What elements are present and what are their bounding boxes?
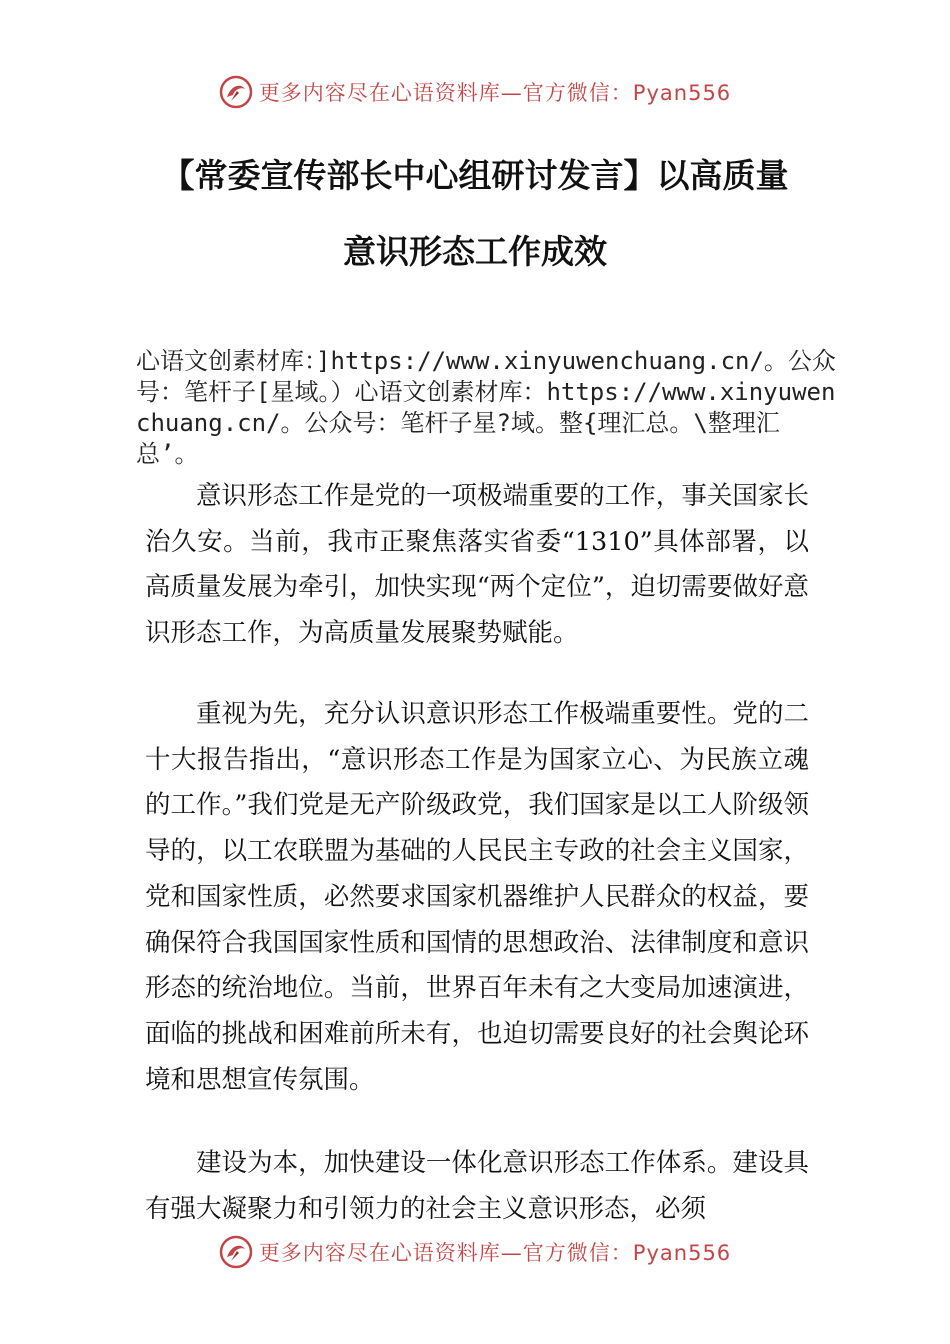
footer-banner-text: 更多内容尽在心语资料库—官方微信：Pyan556 bbox=[258, 1241, 732, 1265]
swirl-logo-icon bbox=[219, 75, 253, 109]
paragraph: 建设为本，加快建设一体化意识形态工作体系。建设具有强大凝聚力和引领力的社会主义意识形态，必须 bbox=[145, 1148, 809, 1224]
header-banner bbox=[0, 72, 950, 112]
paragraph: 意识形态工作是党的一项极端重要的工作，事关国家长治久安。当前，我市正聚焦落实省委“1310”具体部署，以高质量发展为牵引，加快实现“两个定位”，迫切需要做好意识形态工作，为高质量发展聚势赋能。 bbox=[145, 481, 809, 649]
header-banner-text: 更多内容尽在心语资料库—官方微信：Pyan556 bbox=[258, 81, 732, 105]
paragraph: 重视为先，充分认识意识形态工作极端重要性。党的二十大报告指出，“意识形态工作是为国家立心、为民族立魂的工作。”我们党是无产阶级政党，我们国家是以工人阶级领导的，以工农联盟为基础的人民民主专政的社会主义国家，党和国家性质，必然要求国家机器维护人民群众的权益，要确保符合我国国家性质和国情的思想政治、法律制度和意识形态的统治地位。当前，世界百年未有之大变局加速演进，面临的挑战和困难前所未有，也迫切需要良好的社会舆论环境和思想宣传氛围。 bbox=[145, 699, 809, 1095]
footer-banner bbox=[0, 1232, 950, 1272]
document-title-line2: 意识形态工作成效 bbox=[343, 232, 607, 271]
document-title-line1: 【常委宣传部长中心组研讨发言】以高质量 bbox=[161, 156, 789, 195]
swirl-logo-icon bbox=[219, 1235, 253, 1269]
source-note: 心语文创素材库：]https://www.xinyuwenchuang.cn/。公众号：笔杆子[星域。）心语文创素材库：https://www.xinyuwenchuang.cn/。公众号：笔杆子星?域。整{理汇总。\整理汇总’。 bbox=[136, 347, 836, 468]
